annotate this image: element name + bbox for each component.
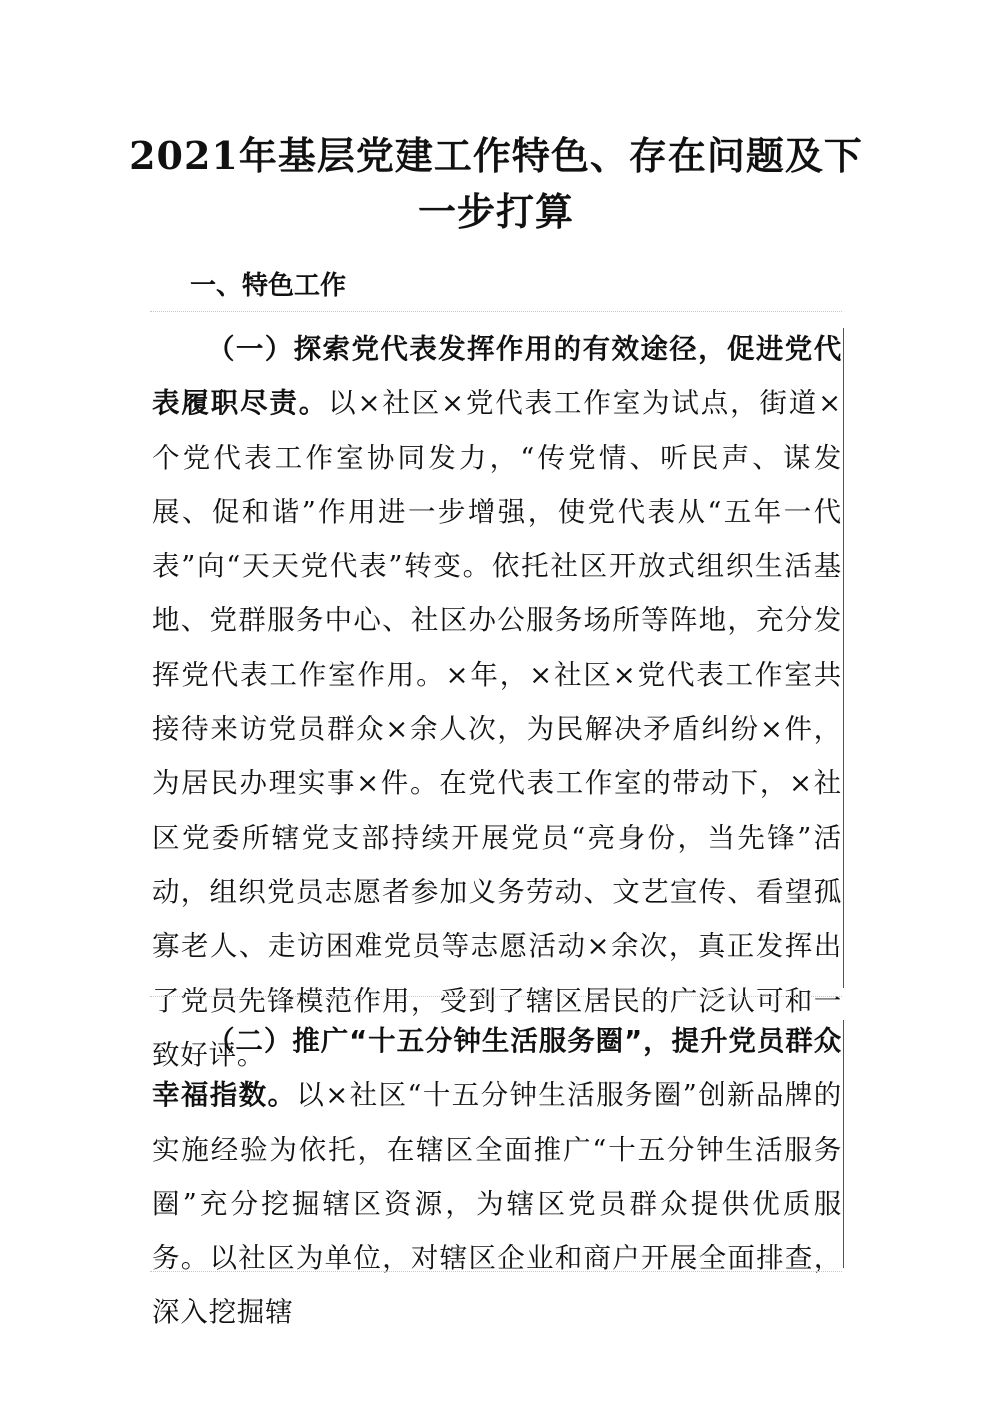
paragraph-2	[152, 1014, 842, 1329]
margin-line	[843, 1020, 844, 1268]
margin-line	[843, 328, 844, 988]
paragraph-separator	[150, 996, 842, 997]
section-heading: 一、特色工作	[190, 271, 347, 301]
paragraph-1-body: 以×社区×党代表工作室为试点，街道×个党代表工作室协同发力，“传党情、听民声、谋发展、促和谐”作用进一步增强，使党代表从“五年一代表”向“天天党代表”转变。依托社区开放式组织生活基地、党群服务中心、社区办公服务场所等阵地，充分发挥党代表工作室作用。×年，×社区×党代表工作室共接待来访党员群众×余人次，为民解决矛盾纠纷×件，为居民办理实事×件。在党代表工作室的带动下，×社区党委所辖党支部持续开展党员“亮身份，当先锋”活动，组织党员志愿者参加义务劳动、文艺宣传、看望孤寡老人、走访困难党员等志愿活动×余次，真正发挥出了党员先锋模范作用，受到了辖区居民的广泛认可和一致好评。	[152, 387, 842, 1071]
paragraph-separator	[150, 311, 842, 312]
page-bottom-separator	[150, 1271, 842, 1272]
paragraph-1-lead: （一）探索党代表发挥作用的有效途径，促进党代表履职尽责。	[152, 333, 842, 420]
paragraph-2-body: 以×社区“十五分钟生活服务圈”创新品牌的实施经验为依托，在辖区全面推广“十五分钟生活服务圈”充分挖掘辖区资源，为辖区党员群众提供优质服务。以社区为单位，对辖区企业和商户开展全面排查，深入挖掘辖	[152, 1079, 842, 1329]
paragraph-1	[152, 322, 842, 1082]
document-title: 2021年基层党建工作特色、存在问题及下一步打算	[129, 133, 863, 234]
paragraph-2-lead: （二）推广“十五分钟生活服务圈”，提升党员群众幸福指数。	[152, 1025, 842, 1112]
